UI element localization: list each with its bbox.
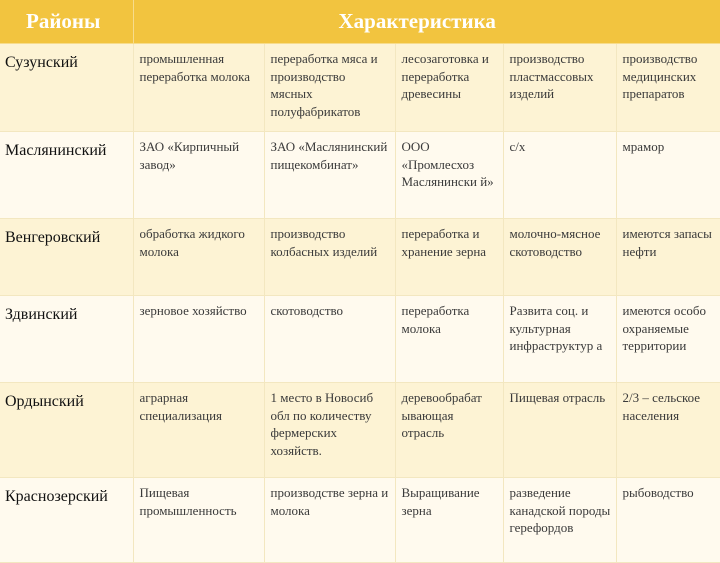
table-cell: производство пластмассовых изделий	[503, 44, 616, 132]
district-name: Ордынский	[0, 383, 133, 478]
table-cell: разведение канадской породы герефордов	[503, 478, 616, 563]
district-name: Венгеровский	[0, 219, 133, 296]
table-cell: Развита соц. и культурная инфраструктур а	[503, 296, 616, 383]
table-cell: переработка и хранение зерна	[395, 219, 503, 296]
table-cell: ЗАО «Маслянинский пищекомбинат»	[264, 132, 395, 219]
table-row	[0, 478, 720, 563]
table-row	[0, 132, 720, 219]
table-cell: молочно-мясное скотоводство	[503, 219, 616, 296]
table-cell: ООО «Промлесхоз Маслянински й»	[395, 132, 503, 219]
table-cell: производство колбасных изделий	[264, 219, 395, 296]
table-cell: 1 место в Новосиб обл по количеству фермерских хозяйств.	[264, 383, 395, 478]
table-cell: производстве зерна и молока	[264, 478, 395, 563]
header-districts: Районы	[0, 0, 133, 44]
table-cell: обработка жидкого молока	[133, 219, 264, 296]
district-name: Маслянинский	[0, 132, 133, 219]
table-cell: переработка молока	[395, 296, 503, 383]
header-row	[0, 0, 720, 44]
table-row	[0, 296, 720, 383]
table-cell: скотоводство	[264, 296, 395, 383]
table-cell: Пищевая промышленность	[133, 478, 264, 563]
table-cell: лесозаготовка и переработка древесины	[395, 44, 503, 132]
district-name: Сузунский	[0, 44, 133, 132]
header-characteristic: Характеристика	[133, 0, 720, 44]
district-name: Здвинский	[0, 296, 133, 383]
table-cell: производство медицинских препаратов	[616, 44, 720, 132]
table-row	[0, 44, 720, 132]
table-cell: аграрная специализация	[133, 383, 264, 478]
table-cell: имеются особо охраняемые территории	[616, 296, 720, 383]
table-cell: имеются запасы нефти	[616, 219, 720, 296]
table-cell: зерновое хозяйство	[133, 296, 264, 383]
table-cell: Пищевая отрасль	[503, 383, 616, 478]
table-cell: ЗАО «Кирпичный завод»	[133, 132, 264, 219]
table-cell: промышленная переработка молока	[133, 44, 264, 132]
table-cell: с/х	[503, 132, 616, 219]
table-cell: переработка мяса и производство мясных полуфабрикатов	[264, 44, 395, 132]
district-name: Краснозерский	[0, 478, 133, 563]
table-row	[0, 383, 720, 478]
table-row	[0, 219, 720, 296]
table-cell: 2/3 – сельское населения	[616, 383, 720, 478]
table-cell: деревообрабат ывающая отрасль	[395, 383, 503, 478]
table-cell: рыбоводство	[616, 478, 720, 563]
table-cell: Выращивание зерна	[395, 478, 503, 563]
table-cell: мрамор	[616, 132, 720, 219]
